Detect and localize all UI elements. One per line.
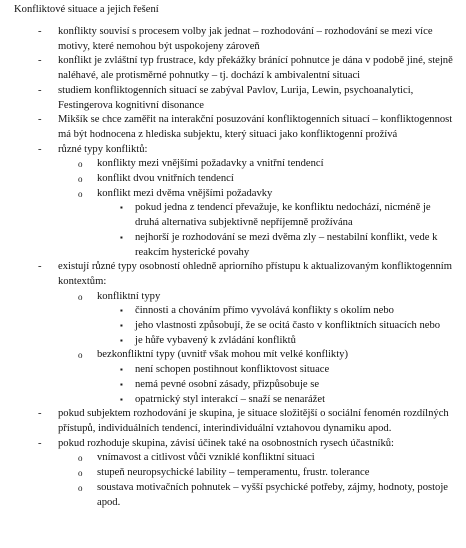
- list-item: [0, 304, 466, 319]
- list-item: [0, 481, 466, 510]
- list-item: [0, 290, 466, 305]
- circle-bullet-icon: o: [78, 482, 83, 493]
- list-item: [0, 393, 466, 408]
- list-item-text: konflikty souvisí s procesem volby jak jednat – rozhodování – rozhodování se mezi více motivy, které nemohou být uspokojeny zároveň: [58, 26, 433, 52]
- list-item-text: pokud rozhoduje skupina, závisí účinek také na osobnostních rysech účastníků:: [58, 437, 394, 449]
- list-item-text: různé typy konfliktů:: [58, 143, 148, 155]
- list-item-text: nemá pevné osobní zásady, přizpůsobuje se: [135, 378, 320, 390]
- list-item: [0, 260, 466, 289]
- list-item: [0, 363, 466, 378]
- square-bullet-icon: ▪: [120, 306, 123, 316]
- list-item: [0, 378, 466, 393]
- list-item-text: Mikšík se chce zaměřit na interakční posuzování konfliktogenních situací – konfliktogennost má být hodnocena z hlediska subjektu, který situaci jako konfliktogenní prožívá: [58, 114, 453, 140]
- dash-bullet-icon: -: [38, 114, 42, 126]
- list-item: [0, 437, 466, 452]
- list-item-text: soustava motivačních pohnutek – vyšší psychické potřeby, zájmy, hodnoty, postoje apod.: [97, 481, 448, 508]
- circle-bullet-icon: o: [78, 291, 83, 302]
- list-item-text: opatrnický styl interakcí – snaží se nenarážet: [135, 393, 326, 405]
- dash-bullet-icon: -: [38, 408, 42, 420]
- list-item: [0, 319, 466, 334]
- circle-bullet-icon: o: [78, 468, 83, 479]
- dash-bullet-icon: -: [38, 261, 42, 273]
- square-bullet-icon: ▪: [120, 335, 123, 345]
- circle-bullet-icon: o: [78, 188, 83, 199]
- list-item: [0, 451, 466, 466]
- square-bullet-icon: ▪: [120, 379, 123, 389]
- list-item-text: jeho vlastnosti způsobují, že se ocitá často v konfliktních situacích nebo: [135, 320, 441, 332]
- circle-bullet-icon: o: [78, 159, 83, 170]
- list-item: [0, 54, 466, 83]
- dash-bullet-icon: -: [38, 437, 42, 449]
- list-item: [0, 348, 466, 363]
- list-item-text: stupeň neuropsychické lability – temperamentu, frustr. tolerance: [97, 467, 370, 479]
- list-item-text: nejhorší je rozhodování se mezi dvěma zly – nestabilní konflikt, vede k reakcím hysterické povahy: [135, 231, 438, 258]
- bullet-list: [0, 25, 466, 510]
- list-item-text: konflikt dvou vnitřních tendencí: [97, 173, 234, 185]
- list-item-text: pokud subjektem rozhodování je skupina, je situace složitější o sociální fenomén rozdílných přístupů, individuálních tendencí, interindividuální vztahovou dynamiku apod.: [58, 408, 449, 434]
- dash-bullet-icon: -: [38, 143, 42, 155]
- list-item: [0, 143, 466, 158]
- circle-bullet-icon: o: [78, 453, 83, 464]
- list-item: [0, 113, 466, 142]
- square-bullet-icon: ▪: [120, 394, 123, 404]
- list-item-text: studiem konfliktogenních situací se zabýval Pavlov, Lurija, Lewin, psychoanalytici, Festingerova kognitivní disonance: [58, 84, 414, 111]
- dash-bullet-icon: -: [38, 55, 42, 67]
- list-item-text: konflikty mezi vnějšími požadavky a vnitřní tendencí: [97, 158, 324, 170]
- square-bullet-icon: ▪: [120, 365, 123, 375]
- square-bullet-icon: ▪: [120, 321, 123, 331]
- list-item-text: konflikt je zvláštní typ frustrace, kdy překážky bránící pohnutce je dána v podobě jiné, stejně naléhavé, ale protisměrné pohnutky – tj. dochází k ambivalentní situaci: [58, 55, 453, 82]
- circle-bullet-icon: o: [78, 350, 83, 361]
- dash-bullet-icon: -: [38, 26, 42, 37]
- dash-bullet-icon: -: [38, 84, 42, 96]
- list-item: [0, 231, 466, 260]
- list-item: [0, 25, 466, 54]
- square-bullet-icon: ▪: [120, 232, 123, 242]
- list-item: [0, 466, 466, 481]
- list-item-text: existují různé typy osobností ohledně apriorního přístupu k aktualizovaným konfliktogenním kontextům:: [58, 261, 452, 287]
- list-item: [0, 172, 466, 187]
- list-item: [0, 157, 466, 172]
- circle-bullet-icon: o: [78, 174, 83, 185]
- list-item-text: konfliktní typy: [97, 290, 161, 302]
- list-item-text: není schopen postihnout konfliktovost situace: [135, 364, 330, 376]
- list-item-text: konflikt mezi dvěma vnějšími požadavky: [97, 187, 273, 199]
- list-item-text: je hůře vybavený k zvládání konfliktů: [135, 334, 296, 346]
- list-item: [0, 334, 466, 349]
- list-item: [0, 84, 466, 113]
- document-title: Konfliktové situace a jejich řešení: [14, 4, 159, 15]
- list-item-text: vnímavost a citlivost vůči vzniklé konfliktní situaci: [97, 452, 315, 464]
- list-item-text: pokud jedna z tendencí převažuje, ke konfliktu nedochází, nicméně je druhá alternativa subjektivně nepříjemně prožívána: [135, 202, 431, 229]
- list-item-text: činnosti a chováním přímo vyvolává konflikty s okolím nebo: [135, 305, 394, 317]
- list-item: [0, 407, 466, 436]
- list-item-text: bezkonfliktní typy (uvnitř však mohou mít velké konflikty): [97, 349, 348, 361]
- square-bullet-icon: ▪: [120, 203, 123, 213]
- list-item: [0, 201, 466, 230]
- list-item: [0, 187, 466, 202]
